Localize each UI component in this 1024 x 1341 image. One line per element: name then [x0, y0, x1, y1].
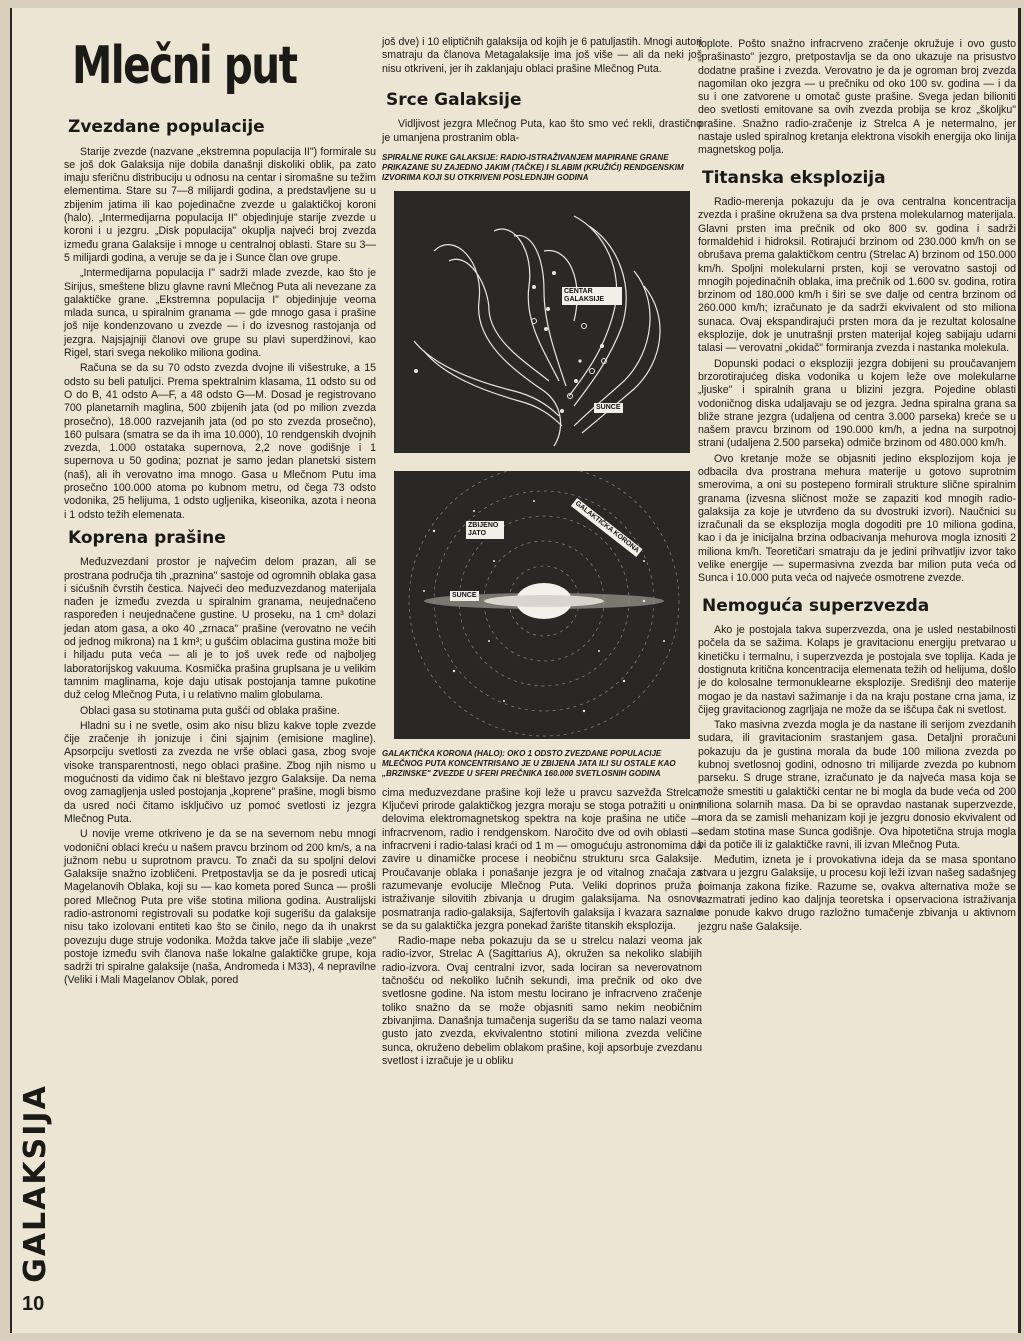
- galactic-corona-label: GALAKTIČKA KORONA: [571, 498, 643, 557]
- sun-label: SUNCE: [452, 591, 477, 599]
- paragraph: toplote. Pošto snažno infracrveno zračenje okružuje i ovo gusto „prašinasto" jezgro, pretpostavlja se da ono ukazuje na prisustvo dodatne prašine i zvezda. Verovatno je da je ogroman broj zvezda nagomilan oko jezgra — u prečniku od oko 100 sv. godina — i da su i one zatvorene u omotač guste prašine. Svega jedan bilioniti deo svetlosti emitovane sa ovih zvezda probija se kroz „školjku" prašine. Snažno radio-zračenje iz Strelca A je netermalno, jer nastaje usled spiralnog kretanja elektrona visokih energija oko linija magnetskog polja.: [698, 38, 1016, 157]
- paragraph: Računa se da su 70 odsto zvezda dvojne ili višestruke, a 15 odsto su beli patuljci. Prema spektralnim klasama, 11 odsto su od O do B, 41 odsto A—F, a 48 odsto G—M. Dosad je registrovano 700 planetarnih maglina, 500 zbijenih jata (od po milion zvezda prosečno), 18.000 razvejanih jata (od po sto zvezda prosečno), 160 pulsara (smatra se da ih ima 10.000), 10 rendgenskih dvojnih zvezda, 1.000 ostataka supernova, 2,2 nove godišnje i 1 supernova u 50 godina; poznat je samo jedan planetski sistem (naš), ali ih verovatno ima mnogo. Gasa u Mlečnom Putu ima prosečno 100.000 atoma po kubnom metru, od čega 73 odsto vodonika, 25 helijuma, 1 odsto ugljenika, kiseonika, azota i neona i 1 odsto težih elemenata.: [64, 362, 376, 521]
- paragraph: Tako masivna zvezda mogla je da nastane ili serijom zvezdanih sudara, ili gravitacionim srastanjem gasa. Detaljni proračuni pokazuju da je gustina morala da bude 100 miliona zvezda po kubnoj svetlosnoj godini, odnosno tri milijarde zvezda po kubnom parseku. S druge strane, izračunato je da najveća masa koja se može smestiti u galaktički centar ne bi mogla da bude veća od 200 miliona solarnih masa. Da bi se opravdao nastanak superzvezde, mora da se zamisli mehanizam koji je jezgru donosio ekvivalent od sedam stotina mase Sunca godišnje. Ova hipotetična struja mogla bi da potiče ili iz galaktičke ravni, ili izvan Mlečnog Puta.: [698, 719, 1016, 851]
- paragraph: Dopunski podaci o eksploziji jezgra dobijeni su proučavanjem brzorotirajućeg diska vodonika u kojem leže ove molekularne „ljuske" i spiralnih grana u blizini jezgra. Pojedine oblasti vodoničnog diska udaljavaju se od jezgra. Jedna spiralna grana sa bliže strane jezgra (udaljena od centra 3.000 parseka) kreće se u našem pravcu brzinom od 190.000 km/h, a jedna na surpotnoj strani (udaljena 2.500 parseka) odmiče brzinom od 480.000 km/h.: [698, 357, 1016, 450]
- paragraph: U novije vreme otkriveno je da se na severnom nebu mnogi vodonični oblaci kreću u našem pravcu brzinom od 200 km/s, a na južnom nebu u suprotnom pravcu. To znači da su spoljni delovi Galaksije snažno izobličeni. Pretpostavlja se da je posredi uticaj Magelanovih Oblaka, koji su — kao kometa pored Sunca — prošli pored Mlečnog Puta pre više stotina miliona godina. Australijski radio-astronomi registrovali su podatke koji sugerišu da galaksije nisu tako izolovani entiteti kao što se činilo, nego da ih unakrst povezuju duge struje vodonika. Možda takve jače ili slabije „veze" postoje između svih članova naše lokalne galaktičke grupe, koja sadrži tri spiralne galaksije (naša, Andromeda i M33), 4 nepravilne (Veliki i Mali Magelanov Oblak, pored: [64, 828, 376, 987]
- paragraph: Vidljivost jezgra Mlečnog Puta, kao što smo već rekli, drastično je umanjena prostranim obla-: [382, 118, 702, 144]
- magazine-side-label: GALAKSIJA: [17, 1083, 53, 1283]
- paragraph: Hladni su i ne svetle, osim ako nisu blizu kakve tople zvezde čije zračenje ih jonizuje i čini sjajnim (emisione magline). Apsorpciju svetlosti za zvezda ne vrše oblaci gasa, zbog svoje visoke transparentnosti, nego oblaci prašine. Zbog njih nismo u mogućnosti da vidimo čak ni bleštavo jezgro Galaksije. Da nema ovog zamagljenja usled postojanja „koprene" prašine, mogli bismo da usred noći čitamo isključivo uz pomoć svetlosti iz jezgra Mlečnog Puta.: [64, 719, 376, 825]
- column-1: [64, 36, 376, 990]
- figure-caption-spiral: SPIRALNE RUKE GALAKSIJE: RADIO-ISTRAŽIVANJEM MAPIRANE GRANE PRIKAZANE SU ZAJEDNO JAKIM (TAČKE) I SLABIM (KRUŽIĆI) RENDGENSKIM IZVORIMA KOJI SU OTKRIVENI POSLEDNJIH GODINA: [382, 152, 684, 182]
- sun-label: SUNCE: [596, 403, 621, 411]
- paragraph: Međuzvezdani prostor je najvećim delom prazan, ali se prostrana područja tih „praznina" sastoje od ogromnih oblaka gasa i sićušnih čvrstih čestica. Najveći deo međuzvezdanog materijala nađen je između zvezda u spiralnim granama, neujednačeno raspoređen i neujednačene gustine. U proseku, na 1 cm³ dolazi jedan atom gasa, a oko 40 „zrnaca" prašine (verovatno ne većih od jednog mikrona) na 1 km³; u gušćim oblacima gustina može biti i hiljadu puta veća — ali je to još uvek ređe od najboljeg laboratorijskog vakuuma. Kosmička prašina gruplsana je u velikim tamnim maglinama, koje daju utisak postojanja tamne pukotine duž celog Mlečnog Puta, i u relativno malim globulama.: [64, 556, 376, 702]
- paragraph: Oblaci gasa su stotinama puta gušći od oblaka prašine.: [80, 704, 340, 717]
- page-number: 10: [22, 1293, 45, 1315]
- galactic-corona-figure: [394, 471, 690, 739]
- paragraph: Radio-mape neba pokazuju da se u strelcu nalazi veoma jak radio-izvor, Strelac A (Sagittarius A), okružen sa nekoliko slabijih radio-izvora. Ovaj centralni izvor, sada lociran sa neverovatnom tačnošću od nekoliko lučnih sekundi, ima prečnik od oko dve svetlosne godine. Na istom mestu locirano je infracrveno zračenje toliko snažno da se može objasniti samo nekim neobičnim zbivanjima. Današnja tumačenja sugerišu da se tamo nalazi veoma gusto jato zvezda, ekvivalentno stotini miliona zvezda veličine sunca, okruženo debelim oblakom prašine, koji apsorbuje zvezdanu svetlost i izračuje je u obliku: [382, 935, 702, 1067]
- heading-srce-galaksije: Srce Galaksije: [386, 89, 522, 110]
- galactic-corona-illustration: [394, 471, 690, 739]
- heading-zvezdane-populacije: Zvezdane populacije: [68, 117, 265, 138]
- paragraph: Radio-merenja pokazuju da je ova centralna koncentracija zvezda i prašine okružena sa dva prstena molekularnog materijala. Glavni prsten ima prečnik od oko 800 sv. godina i sadrži formaldehid i hidroksil. Rotirajući brzinom od 230.000 km/h on se obrušava prema galaktičkom centru (Strelac A) brzinom od 150.000 km/h. Spoljni molekularni prsten, koji se verovatno sastoji od mnogih pojedinačnih oblaka, ima prečnik od 1.600 sv. godina, rotira brzinom od 180.000 km/h i širi se sve dalje od centra brzinom od 260.000 km/h; izračunato je da sadrži ekvivalent od sto miliona sunaca. Ovaj ekspandirajući prsten mora da je rezultat kolosalne eksplozije, dok je unutrašnji prsten materijal kojeg sabijaju udarni talasi — verovatni „okidač" formiranja zvezda i nastanka molekula.: [698, 196, 1016, 355]
- center-of-galaxy-label: CENTAR GALAKSIJE: [562, 287, 622, 305]
- spiral-arms-figure: [394, 191, 690, 453]
- paragraph: cima međuzvezdane prašine koji leže u pravcu sazvežđa Strelca. Ključevi prirode galaktičkog jezgra moraju se stoga potražiti u onim delovima elektromagnetskog spektra na koje prašina ne utiče — infracrvenom, radio i rendgenskom. Naročito dve od ovih oblasti — infracrveni i radio-talasi kraći od 1 m — omogućuju astronomima da zavire u dinamičke procese i neobičnu strukturu srca Galaksije. Proučavanje oblaka i ponašanje jezgra je od vitalnog značaja za razumevanje evolucije Mlečnog Puta. Veliki doprinos pruža i istraživanje silovitih zbivanja u drugim galaksijama. Na osnovu posmatranja radio-galaksija, Sajfertovih galaksija i kvazara saznalo se da su galaktička jezgra ponekad žarište titanskih eksplozija.: [382, 786, 702, 932]
- paragraph: Međutim, izneta je i provokativna ideja da se masa spontano stvara u jezgru Galaksije, u procesu koji leži izvan našeg sadašnjeg poimanja zakona fizike. Razume se, ovakva alternativa može se razmatrati jedino kao daljnja teoretska i opservaciona istraživanja ne ponude kakvo drugo razložno tumačenje zbivanja u aktivnom jezgru naše Galaksije.: [698, 854, 1016, 933]
- article-title: Mlečni put: [72, 36, 297, 96]
- paragraph: Starije zvezde (nazvane „ekstremna populacija II") formirale su se još dok Galaksija nije dobila današnji diskoliki oblik, pa zato imaju sferičnu distribuciju u odnosu na centar i siromašne su težim elementima. Stare su 7—8 milijardi godina, a predstavljene su u zbijenim jatima ili kao pojedinačne zvezde u galaktičkoj koroni (halo). „Intermedijarna populacija II" objedinjuje starije zvezde u koroni i u jezgru. „Disk populacija" okuplja najveći broj zvezda između grana Galaksije i mnoge u centralnoj oblasti. Stare su 3—5 milijardi godina, a veruje se da je i Sunce član ove grupe.: [64, 145, 376, 264]
- heading-titanska-eksplozija: Titanska eksplozija: [702, 167, 886, 188]
- globular-cluster-label: ZBIJENO JATO: [466, 521, 504, 539]
- magazine-page: [10, 8, 1021, 1333]
- paragraph: „Intermedijarna populacija I" sadrži mlade zvezde, kao što je Sirijus, smeštene blizu glavne ravni Mlečnog Puta ali nevezane za galaktičke grane. „Ekstremna populacija I" objedinjuje veoma mlada sunca, u spiralnim granama — gde mnogo gasa i prašine još nije kondenzovano u zvezde — i do izvesnog rastojanja od jezgra. Najsjajniji članovi ove grupe su plavi superdžinovi, kao Rigel, stari svega nekoliko miliona godina.: [64, 267, 376, 360]
- heading-koprena-prasine: Koprena prašine: [68, 527, 226, 548]
- spiral-arms-illustration: [394, 191, 690, 453]
- figure-caption-corona: GALAKTIČKA KORONA (HALO): OKO 1 ODSTO ZVEZDANE POPULACIJE MLEČNOG PUTA KONCENTRISANO JE U ZBIJENA JATA ILI SU OSTALE KAO „BRZINSKE" ZVEZDE U SFERI PREČNIKA 160.000 SVETLOSNIH GODINA: [382, 748, 676, 778]
- paragraph: još dve) i 10 eliptičnih galaksija od kojih je 6 patuljastih. Mnogi autori smatraju da članova Metagalaksije ima još više — ali da neki još nisu otkriveni, jer ih zaklanjaju oblaci prašine Mlečnog Puta.: [382, 36, 702, 75]
- column-2: [382, 36, 702, 1070]
- paragraph: Ovo kretanje može se objasniti jedino eksplozijom koja je odbacila dva prostrana mehura materije u gotovo suprotnim smerovima, a oni su postepeno formirali strukture slične spiralnim granama (izvesna sličnost može se zapaziti kod mnogih radio-galaksija za koje je utvrđeno da su dvostruki izvori). Naučnici su izračunali da se eksplozija mogla dogoditi pre 10 miliona godina, kao i da je inicijalna brzina odbacivanja mehurova mogla iznositi 2 miliona km/h. Teoretičari smatraju da je jedini prihvatljiv izvor tako velike energije — supermasivna zvezda bar milion puta veća od Sunca i 10.000 puta veća od najveće osmotrene zvezde.: [698, 452, 1016, 585]
- heading-nemoguca-superzvezda: Nemoguća superzvezda: [702, 595, 930, 616]
- column-3: [698, 38, 1016, 936]
- paragraph: Ako je postojala takva superzvezda, ona je usled nestabilnosti počela da se sažima. Kolaps je gravitacionu energiju pretvarao u kinetičku i termalnu, i superzvezda je postojala sve toplija. Kada je dostignuta kritična koncentracija elemenata težih od helijuma, došlo je do kolosalne termonuklearne eksplozije. Središnji deo materije mogao je da nastavi sažimanje i da na kraju postane crna jama, iz čijeg gravitacionog zagrljaja ne može da se iščupa čak ni svetlost.: [698, 624, 1016, 716]
